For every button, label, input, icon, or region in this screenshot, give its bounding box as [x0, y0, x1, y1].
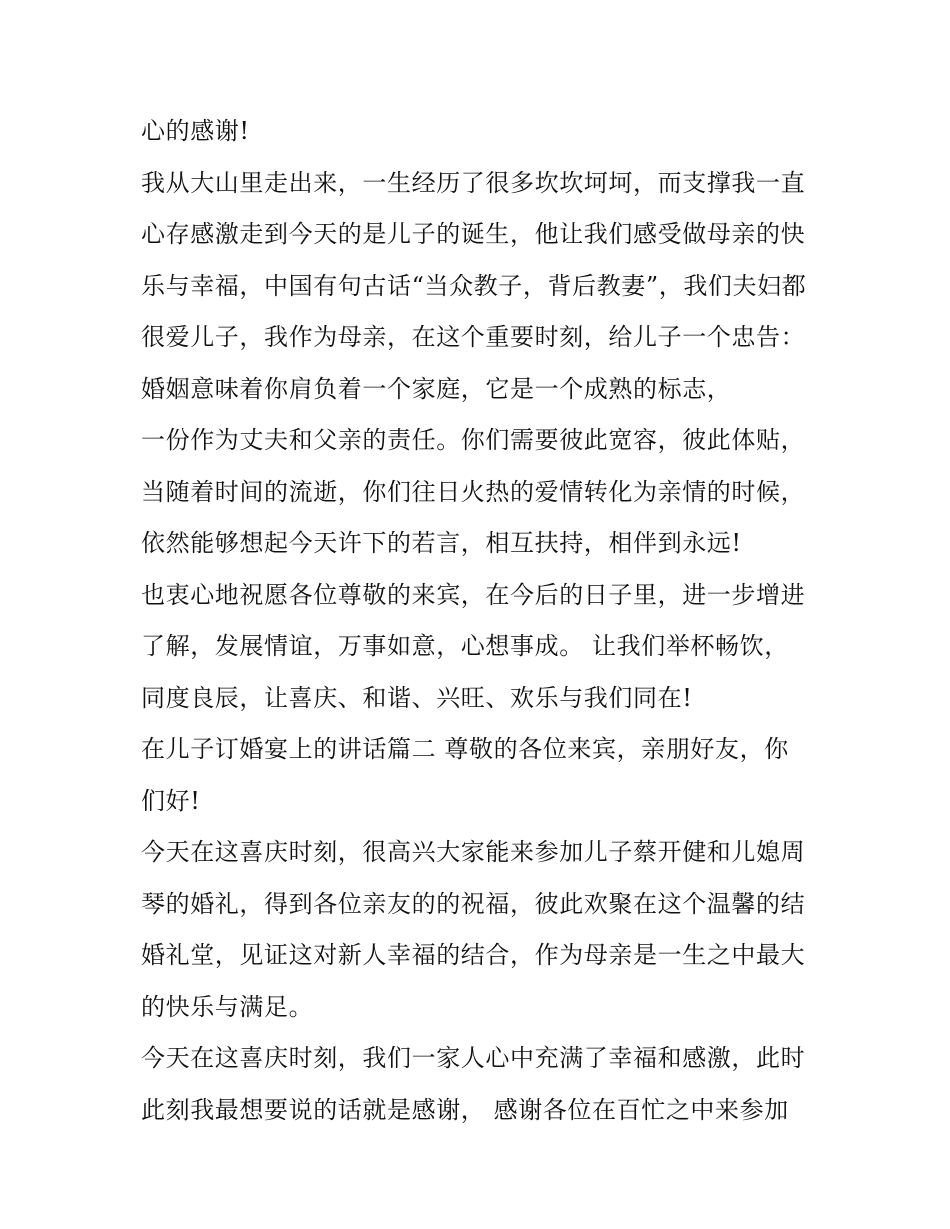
text-line: 同度良辰，让喜庆、和谐、兴旺、欢乐与我们同在!: [141, 683, 693, 712]
text-line: 心存感激走到今天的是儿子的诞生，他让我们感受做母亲的快: [141, 220, 806, 248]
text-line: 了解，发展情谊，万事如意，心想事成。 让我们举杯畅饮，: [141, 632, 789, 660]
text-line: 很爱儿子，我作为母亲，在这个重要时刻，给儿子一个忠告：: [141, 323, 806, 351]
text-line: 我从大山里走出来，一生经历了很多坎坎坷坷，而支撑我一直: [141, 168, 806, 197]
text-line: 婚姻意味着你肩负着一个家庭，它是一个成熟的标志，: [141, 374, 732, 403]
text-line: 也衷心地祝愿各位尊敬的来宾，在今后的日子里，进一步增进: [141, 580, 806, 609]
document-body: [141, 111, 841, 1141]
text-line: 乐与幸福，中国有句古话“当众教子，背后教妻”，我们夫妇都: [141, 271, 807, 300]
text-line: 婚礼堂，见证这对新人幸福的结合，作为母亲是一生之中最大: [141, 941, 806, 969]
text-line: 的快乐与满足。: [141, 992, 314, 1021]
text-line: 今天在这喜庆时刻，我们一家人心中充满了幸福和感激，此时: [141, 1044, 806, 1072]
text-line: 此刻我最想要说的话就是感谢， 感谢各位在百忙之中来参加: [141, 1095, 789, 1124]
text-line: 们好!: [141, 786, 201, 815]
text-line: 在儿子订婚宴上的讲话篇二 尊敬的各位来宾，亲朋好友，你: [141, 735, 789, 763]
text-line: 当随着时间的流逝，你们往日火热的爱情转化为亲情的时候，: [141, 477, 806, 506]
text-line: 今天在这喜庆时刻，很高兴大家能来参加儿子蔡开健和儿媳周: [141, 838, 806, 866]
text-line: 一份作为丈夫和父亲的责任。你们需要彼此宽容，彼此体贴，: [141, 426, 806, 454]
text-line: 依然能够想起今天许下的若言，相互扶持，相伴到永远!: [141, 529, 742, 557]
text-line: 心的感谢!: [141, 117, 250, 145]
text-line: 琴的婚礼，得到各位亲友的的祝福，彼此欢聚在这个温馨的结: [141, 889, 806, 918]
